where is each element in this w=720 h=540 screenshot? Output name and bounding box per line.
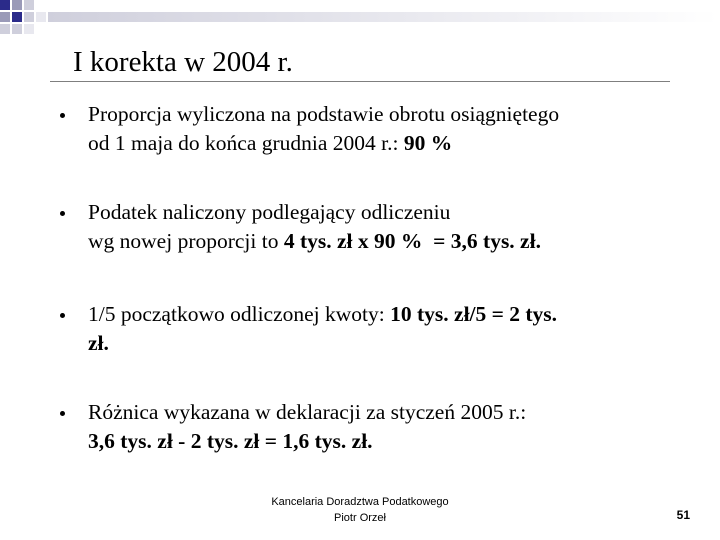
bullet-dot-icon [60, 113, 65, 118]
footer-line-1: Kancelaria Doradztwa Podatkowego [271, 496, 449, 508]
footer-line-2: Piotr Orzeł [334, 512, 386, 524]
bullet-line [88, 198, 668, 227]
bullet-line [88, 100, 668, 129]
bullet-line [88, 300, 668, 329]
text-run: Podatek naliczony podlegający odliczeniu [88, 200, 451, 224]
bold-value: 4 tys. zł x 90 % = 3,6 tys. zł. [283, 229, 541, 253]
bullet-line [88, 227, 668, 256]
bullet-line [88, 427, 668, 456]
decorative-squares [0, 0, 720, 40]
bold-value: 3,6 tys. zł - 2 tys. zł = 1,6 tys. zł. [88, 429, 373, 453]
bullet-text [88, 198, 668, 256]
title-divider [50, 81, 670, 82]
text-run: od 1 maja do końca grudnia 2004 r.: [88, 131, 404, 155]
footer [230, 494, 490, 526]
text-run: Różnica wykazana w deklaracji za styczeń 2005 r.: [88, 400, 527, 424]
bullet-text [88, 398, 668, 456]
bullet-line [88, 129, 668, 158]
bullet-text [88, 300, 668, 358]
bullet-text [88, 100, 668, 158]
text-run: Proporcja wyliczona na podstawie obrotu osiągniętego [88, 102, 560, 126]
bullet-line [88, 398, 668, 427]
text-run: wg nowej proporcji to [88, 229, 284, 253]
bullet-dot-icon [60, 211, 65, 216]
bold-value: 90 % [403, 131, 453, 155]
bullet-dot-icon [60, 313, 65, 318]
text-run: 1/5 początkowo odliczonej kwoty: [88, 302, 391, 326]
bullet-line [88, 329, 668, 358]
page-number: 51 [676, 508, 690, 522]
bold-value: 10 tys. zł/5 = 2 tys. [390, 302, 558, 326]
bullet-dot-icon [60, 411, 65, 416]
slide-title: I korekta w 2004 r. [73, 46, 293, 78]
bold-value: zł. [88, 331, 109, 355]
